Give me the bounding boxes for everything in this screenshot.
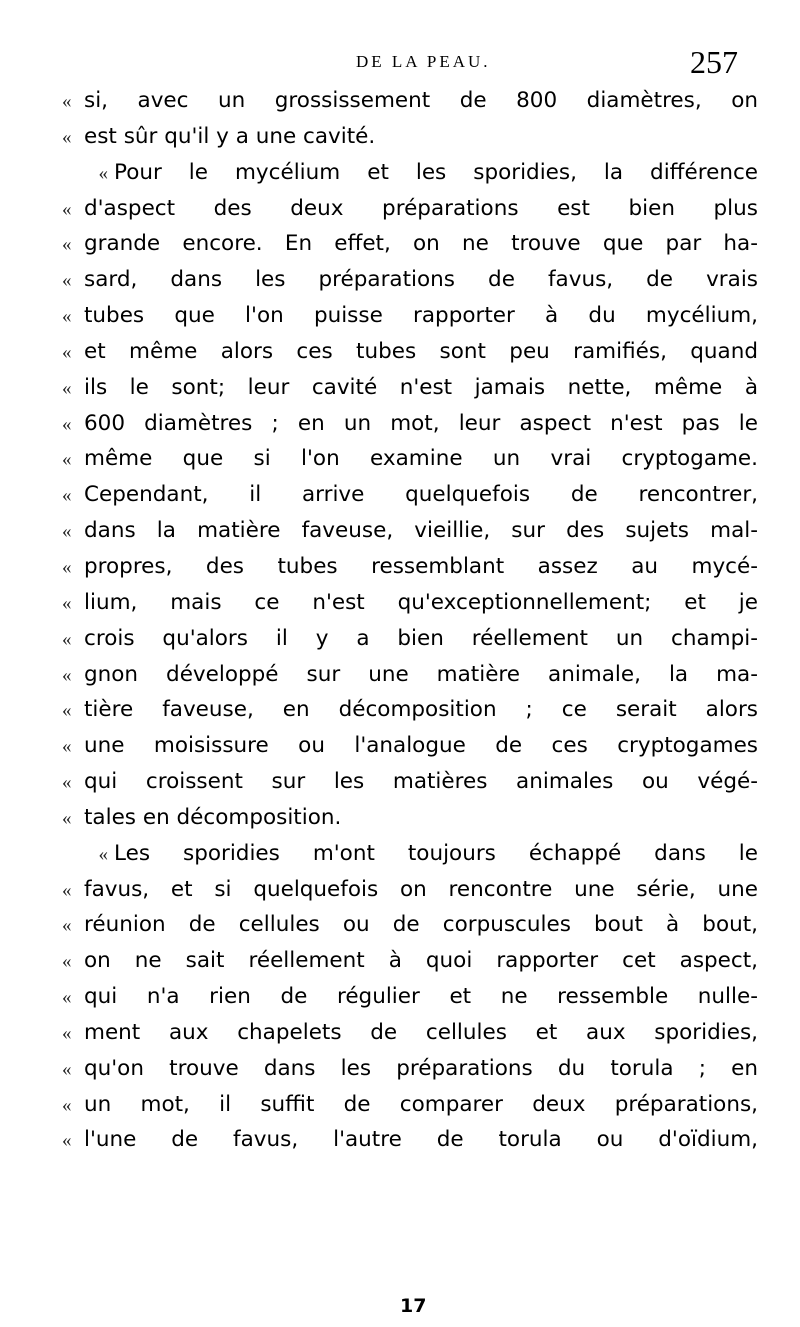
line-text: Les sporidies m'ont toujours échappé dans le [114,840,758,866]
text-line-23 [62,872,762,908]
line-text: gnon développé sur une matière animale, la ma- [84,661,758,687]
text-line-19 [62,728,762,764]
quote-mark: « [62,915,72,937]
line-text: d'aspect des deux préparations est bien plus [84,195,758,221]
quote-mark: « [62,628,72,650]
text-line-22 [62,836,762,872]
text-line-16 [62,621,762,657]
quote-mark: « [62,772,72,794]
text-line-29 [62,1087,762,1123]
line-text: lium, mais ce n'est qu'exceptionnellement; et je [84,589,758,615]
line-text: l'une de favus, l'autre de torula ou d'oïdium, [84,1127,758,1153]
text-line-24 [62,907,762,943]
text-line-26 [62,979,762,1015]
text-line-21 [62,800,762,836]
quote-mark: « [62,951,72,973]
quote-mark: « [62,270,72,292]
quote-mark: « [62,556,72,578]
quote-mark: « [62,413,72,435]
quote-mark: « [62,126,72,148]
text-line-13 [62,513,762,549]
quote-mark: « [62,987,72,1009]
line-text: dans la matière faveuse, vieillie, sur des sujets mal- [84,518,758,544]
line-text: crois qu'alors il y a bien réellement un champi- [84,625,758,651]
quote-mark: « [62,198,72,220]
quote-mark: « [62,592,72,614]
text-line-10 [62,406,762,442]
line-text: tubes que l'on puisse rapporter à du mycélium, [84,303,758,329]
line-text: même que si l'on examine un vrai cryptogame. [84,446,758,472]
quote-mark: « [62,91,72,112]
line-text: qu'on trouve dans les préparations du torula ; en [84,1055,758,1081]
line-text: favus, et si quelquefois on rencontre une série, une [84,876,758,902]
text-line-25 [62,943,762,979]
running-title: DE LA PEAU. [356,52,491,71]
text-line-12 [62,477,762,513]
line-text: Pour le mycélium et les sporidies, la différence [114,159,758,185]
text-line-11 [62,441,762,477]
text-line-2 [62,119,762,155]
quote-mark: « [62,234,72,256]
quote-mark: « [62,736,72,758]
text-line-20 [62,764,762,800]
quote-mark: « [62,341,72,363]
text-line-8 [62,334,762,370]
line-text: une moisissure ou l'analogue de ces cryptogames [84,733,758,759]
line-text: propres, des tubes ressemblant assez au mycé- [84,553,758,579]
page-number: 257 [690,44,738,80]
quote-mark: « [62,521,72,543]
line-text: si, avec un grossissement de 800 diamètres, on [84,88,758,113]
quote-mark: « [62,879,72,901]
body-text [62,83,762,1158]
quote-mark: « [98,843,108,865]
line-text: tales en décomposition. [84,804,342,830]
quote-mark: « [62,700,72,722]
line-text: 600 diamètres ; en un mot, leur aspect n'est pas le [84,410,758,436]
text-line-30 [62,1122,762,1158]
line-text: grande encore. En effet, on ne trouve que par ha- [84,231,758,257]
line-text: un mot, il suffit de comparer deux préparations, [84,1091,758,1117]
quote-mark: « [62,1058,72,1080]
line-text: est sûr qu'il y a une cavité. [84,123,376,149]
quote-mark: « [62,485,72,507]
text-line-3 [62,155,762,191]
line-text: qui n'a rien de régulier et ne ressemble nulle- [84,984,758,1010]
text-line-5 [62,226,762,262]
signature-mark: 17 [400,1295,427,1317]
line-text: tière faveuse, en décomposition ; ce serait alors [84,697,758,723]
line-text: on ne sait réellement à quoi rapporter cet aspect, [84,948,758,974]
text-line-14 [62,549,762,585]
quote-mark: « [62,1022,72,1044]
running-head [60,44,740,88]
quote-mark: « [62,377,72,399]
line-text: sard, dans les préparations de favus, de vrais [84,267,758,293]
quote-mark: « [62,1130,72,1152]
text-line-6 [62,262,762,298]
text-line-1 [62,83,762,119]
text-line-15 [62,585,762,621]
line-text: réunion de cellules ou de corpuscules bout à bout, [84,912,758,938]
quote-mark: « [62,449,72,471]
text-line-4 [62,191,762,227]
line-text: et même alors ces tubes sont peu ramifiés, quand [84,338,758,364]
text-line-28 [62,1051,762,1087]
line-text: ment aux chapelets de cellules et aux sporidies, [84,1019,758,1045]
line-text: Cependant, il arrive quelquefois de rencontrer, [84,482,758,508]
text-line-7 [62,298,762,334]
text-line-9 [62,370,762,406]
text-line-17 [62,657,762,693]
quote-mark: « [98,162,108,184]
quote-mark: « [62,306,72,328]
text-line-18 [62,692,762,728]
line-text: ils le sont; leur cavité n'est jamais nette, même à [84,374,758,400]
quote-mark: « [62,664,72,686]
line-text: qui croissent sur les matières animales ou végé- [84,769,758,795]
text-line-27 [62,1015,762,1051]
quote-mark: « [62,1094,72,1116]
quote-mark: « [62,807,72,829]
